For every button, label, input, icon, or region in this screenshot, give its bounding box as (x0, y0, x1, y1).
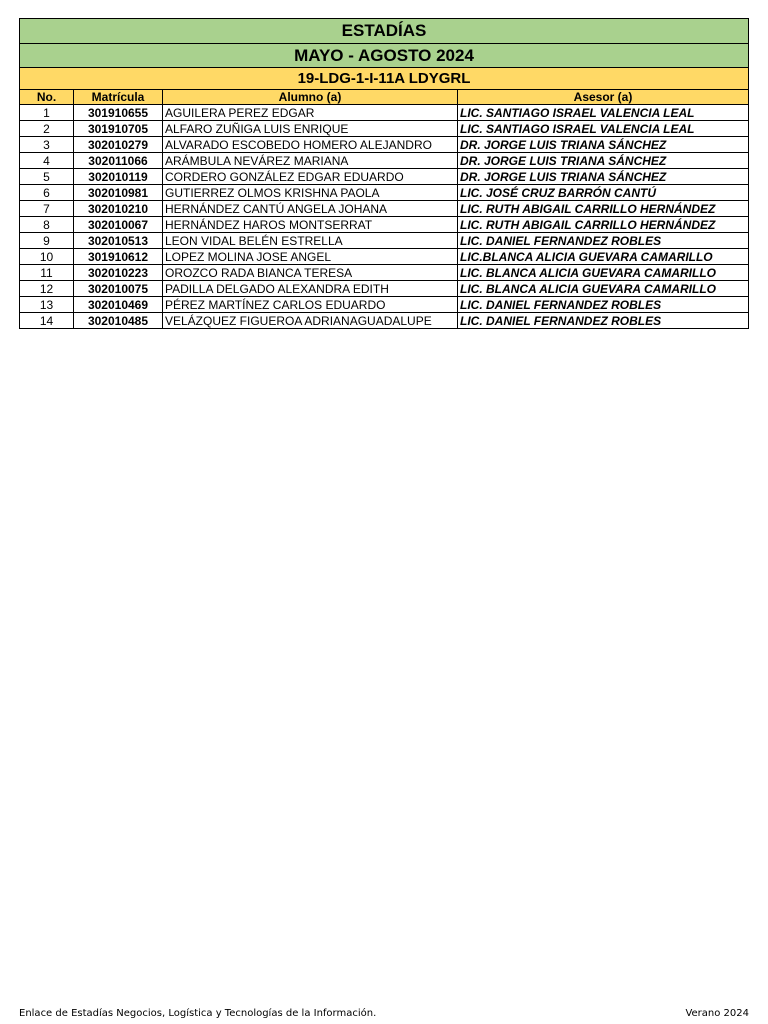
table-row (20, 169, 749, 185)
cell-alumno: PADILLA DELGADO ALEXANDRA EDITH (163, 281, 458, 297)
cell-asesor: LIC.BLANCA ALICIA GUEVARA CAMARILLO (458, 249, 749, 265)
cell-no: 1 (20, 105, 74, 121)
cell-asesor: LIC. DANIEL FERNANDEZ ROBLES (458, 297, 749, 313)
cell-alumno: VELÁZQUEZ FIGUEROA ADRIANAGUADALUPE (163, 313, 458, 329)
cell-alumno: HERNÁNDEZ CANTÚ ANGELA JOHANA (163, 201, 458, 217)
cell-no: 5 (20, 169, 74, 185)
cell-matricula: 302010279 (74, 137, 163, 153)
cell-alumno: OROZCO RADA BIANCA TERESA (163, 265, 458, 281)
students-table (19, 18, 749, 329)
cell-alumno: LOPEZ MOLINA JOSE ANGEL (163, 249, 458, 265)
cell-matricula: 302011066 (74, 153, 163, 169)
cell-no: 6 (20, 185, 74, 201)
cell-matricula: 302010119 (74, 169, 163, 185)
cell-asesor: DR. JORGE LUIS TRIANA SÁNCHEZ (458, 169, 749, 185)
cell-matricula: 302010075 (74, 281, 163, 297)
table-row (20, 297, 749, 313)
table-row (20, 105, 749, 121)
cell-asesor: LIC. BLANCA ALICIA GUEVARA CAMARILLO (458, 265, 749, 281)
cell-matricula: 301910705 (74, 121, 163, 137)
table-row (20, 185, 749, 201)
cell-matricula: 302010210 (74, 201, 163, 217)
cell-alumno: LEON VIDAL BELÉN ESTRELLA (163, 233, 458, 249)
cell-asesor: LIC. SANTIAGO ISRAEL VALENCIA LEAL (458, 121, 749, 137)
cell-matricula: 302010223 (74, 265, 163, 281)
col-header-asesor: Asesor (a) (458, 90, 749, 105)
group-code: 19-LDG-1-I-11A LDYGRL (20, 68, 749, 90)
header-row (20, 90, 749, 105)
table-row (20, 233, 749, 249)
cell-no: 11 (20, 265, 74, 281)
cell-no: 7 (20, 201, 74, 217)
cell-asesor: LIC. RUTH ABIGAIL CARRILLO HERNÁNDEZ (458, 217, 749, 233)
col-header-matricula: Matrícula (74, 90, 163, 105)
cell-asesor: LIC. SANTIAGO ISRAEL VALENCIA LEAL (458, 105, 749, 121)
cell-no: 9 (20, 233, 74, 249)
table-row (20, 121, 749, 137)
cell-matricula: 302010067 (74, 217, 163, 233)
cell-asesor: DR. JORGE LUIS TRIANA SÁNCHEZ (458, 153, 749, 169)
cell-no: 14 (20, 313, 74, 329)
cell-asesor: LIC. DANIEL FERNANDEZ ROBLES (458, 233, 749, 249)
cell-no: 12 (20, 281, 74, 297)
cell-no: 13 (20, 297, 74, 313)
table-row (20, 281, 749, 297)
table-body (20, 19, 749, 329)
cell-no: 3 (20, 137, 74, 153)
footer-department: Enlace de Estadías Negocios, Logística y Tecnologías de la Información. (19, 1008, 377, 1019)
title-period: MAYO - AGOSTO 2024 (20, 44, 749, 68)
cell-asesor: LIC. JOSÉ CRUZ BARRÓN CANTÚ (458, 185, 749, 201)
table-row (20, 201, 749, 217)
col-header-alumno: Alumno (a) (163, 90, 458, 105)
table-row (20, 249, 749, 265)
cell-alumno: HERNÁNDEZ HAROS MONTSERRAT (163, 217, 458, 233)
table-row (20, 313, 749, 329)
cell-matricula: 301910655 (74, 105, 163, 121)
cell-matricula: 301910612 (74, 249, 163, 265)
table-row (20, 153, 749, 169)
cell-alumno: ALFARO ZUÑIGA LUIS ENRIQUE (163, 121, 458, 137)
cell-matricula: 302010469 (74, 297, 163, 313)
cell-matricula: 302010981 (74, 185, 163, 201)
cell-alumno: PÉREZ MARTÍNEZ CARLOS EDUARDO (163, 297, 458, 313)
cell-alumno: ALVARADO ESCOBEDO HOMERO ALEJANDRO (163, 137, 458, 153)
cell-alumno: ARÁMBULA NEVÁREZ MARIANA (163, 153, 458, 169)
cell-no: 10 (20, 249, 74, 265)
footer-term: Verano 2024 (685, 1008, 749, 1019)
cell-no: 4 (20, 153, 74, 169)
cell-asesor: LIC. DANIEL FERNANDEZ ROBLES (458, 313, 749, 329)
cell-alumno: AGUILERA PEREZ EDGAR (163, 105, 458, 121)
table-row (20, 137, 749, 153)
cell-asesor: DR. JORGE LUIS TRIANA SÁNCHEZ (458, 137, 749, 153)
title-estadias: ESTADÍAS (20, 19, 749, 44)
cell-matricula: 302010485 (74, 313, 163, 329)
cell-asesor: LIC. BLANCA ALICIA GUEVARA CAMARILLO (458, 281, 749, 297)
cell-no: 8 (20, 217, 74, 233)
table-row (20, 217, 749, 233)
cell-no: 2 (20, 121, 74, 137)
cell-asesor: LIC. RUTH ABIGAIL CARRILLO HERNÁNDEZ (458, 201, 749, 217)
cell-alumno: GUTIERREZ OLMOS KRISHNA PAOLA (163, 185, 458, 201)
cell-matricula: 302010513 (74, 233, 163, 249)
cell-alumno: CORDERO GONZÁLEZ EDGAR EDUARDO (163, 169, 458, 185)
col-header-no: No. (20, 90, 74, 105)
table-row (20, 265, 749, 281)
